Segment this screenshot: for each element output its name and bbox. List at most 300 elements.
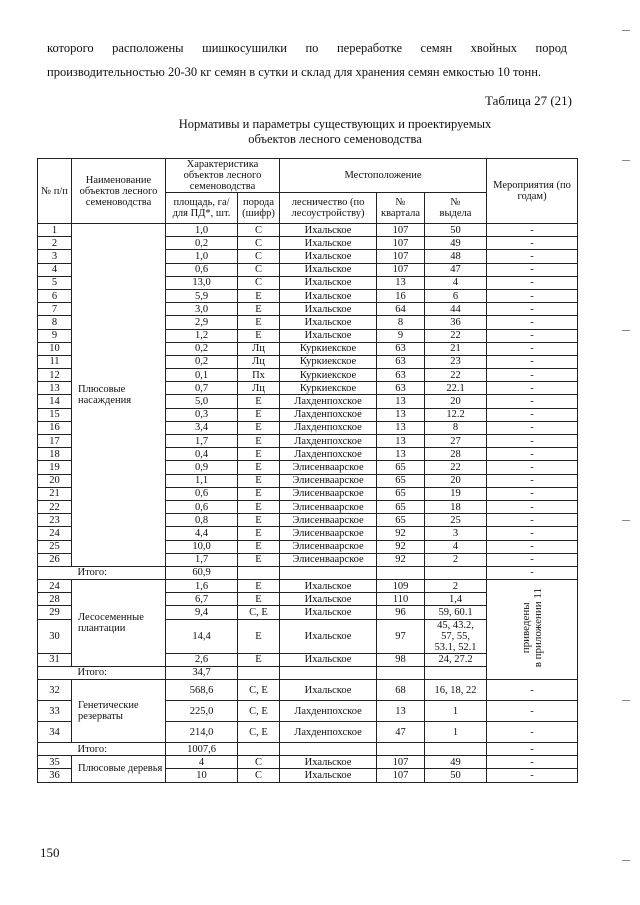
intro-word: по — [305, 41, 319, 55]
area-cell: 6,7 — [166, 593, 238, 606]
forestry-cell: Элисенваарское — [280, 540, 377, 553]
row-number: 33 — [38, 701, 72, 722]
area-cell: 1,0 — [166, 250, 238, 263]
measure-cell: - — [487, 540, 578, 553]
header-measures: Мероприятия (по годам) — [487, 159, 578, 224]
measure-cell: - — [487, 769, 578, 782]
row-number: 24 — [38, 580, 72, 593]
quarter-cell: 65 — [377, 514, 425, 527]
forestry-cell: Ихальское — [280, 316, 377, 329]
quarter-cell: 107 — [377, 237, 425, 250]
table-number: Таблица 27 (21) — [484, 93, 572, 108]
forestry-cell: Ихальское — [280, 769, 377, 782]
quarter-cell: 13 — [377, 421, 425, 434]
measure-cell: - — [487, 527, 578, 540]
quarter-cell: 109 — [377, 580, 425, 593]
plot-line: 57, 55, — [441, 630, 470, 642]
forestry-cell: Элисенваарское — [280, 487, 377, 500]
row-number: 14 — [38, 395, 72, 408]
forestry-cell: Куркиекское — [280, 369, 377, 382]
measure-cell: - — [487, 250, 578, 263]
plot-cell: 49 — [425, 756, 487, 769]
breed-cell: Е — [238, 553, 280, 566]
table-row — [38, 680, 578, 701]
scan-edge-mark — [622, 330, 630, 331]
header-quarter-no: № — [395, 197, 406, 208]
forestry-cell: Лахденпохское — [280, 722, 377, 743]
plot-cell: 2 — [425, 553, 487, 566]
measure-cell: - — [487, 514, 578, 527]
measure-cell: - — [487, 408, 578, 421]
quarter-cell: 107 — [377, 263, 425, 276]
plot-cell: 27 — [425, 435, 487, 448]
quarter-cell: 110 — [377, 593, 425, 606]
intro-word: переработке — [336, 41, 403, 55]
area-cell: 0,2 — [166, 355, 238, 368]
breed-cell: Лц — [238, 355, 280, 368]
plot-cell: 22 — [425, 329, 487, 342]
total-row — [38, 743, 578, 756]
area-cell: 2,9 — [166, 316, 238, 329]
row-number: 31 — [38, 653, 72, 666]
measure-cell: - — [487, 289, 578, 302]
forestry-cell: Ихальское — [280, 756, 377, 769]
forestry-cell: Куркиекское — [280, 355, 377, 368]
scan-edge-mark — [622, 30, 630, 31]
area-cell: 4 — [166, 756, 238, 769]
plot-cell: 1 — [425, 701, 487, 722]
forestry-cell: Ихальское — [280, 606, 377, 619]
measure-cell: - — [487, 421, 578, 434]
quarter-cell: 107 — [377, 769, 425, 782]
measure-cell: - — [487, 342, 578, 355]
row-number: 22 — [38, 500, 72, 513]
breed-cell: Е — [238, 619, 280, 653]
measure-cell: - — [487, 355, 578, 368]
total-value: 34,7 — [166, 666, 238, 679]
empty-cell — [377, 566, 425, 579]
plot-cell: 59, 60.1 — [425, 606, 487, 619]
total-row — [38, 566, 578, 579]
plot-cell: 28 — [425, 448, 487, 461]
plot-cell: 22 — [425, 461, 487, 474]
row-number: 5 — [38, 276, 72, 289]
measure-cell: - — [487, 369, 578, 382]
plot-cell: 3 — [425, 527, 487, 540]
quarter-cell: 13 — [377, 395, 425, 408]
empty-cell — [238, 743, 280, 756]
row-number: 7 — [38, 303, 72, 316]
header-area: площадь, га/ для ПД*, шт. — [166, 193, 238, 224]
breed-cell: Е — [238, 593, 280, 606]
caption-line: объектов лесного семеноводства — [248, 132, 422, 146]
row-number: 23 — [38, 514, 72, 527]
area-cell: 1,2 — [166, 329, 238, 342]
breed-cell: С — [238, 769, 280, 782]
row-number: 28 — [38, 593, 72, 606]
group-name: Генетические резерваты — [72, 680, 166, 743]
measure-cell: - — [487, 276, 578, 289]
breed-cell: Е — [238, 329, 280, 342]
plot-cell: 20 — [425, 395, 487, 408]
measure-note-line: приведены — [520, 602, 533, 654]
area-cell: 5,9 — [166, 289, 238, 302]
intro-word: семян — [420, 41, 453, 55]
plot-cell: 44 — [425, 303, 487, 316]
row-number: 12 — [38, 369, 72, 382]
row-number: 8 — [38, 316, 72, 329]
quarter-cell: 13 — [377, 408, 425, 421]
row-number: 6 — [38, 289, 72, 302]
row-number: 29 — [38, 606, 72, 619]
intro-word: шишкосушилки — [202, 41, 287, 55]
area-cell: 10 — [166, 769, 238, 782]
forestry-cell: Элисенваарское — [280, 474, 377, 487]
quarter-cell: 65 — [377, 500, 425, 513]
area-cell: 0,2 — [166, 237, 238, 250]
breed-cell: Е — [238, 487, 280, 500]
breed-cell: Лц — [238, 342, 280, 355]
measure-note-line: в приложении 11 — [532, 588, 545, 668]
table-row — [38, 580, 578, 593]
plot-cell: 19 — [425, 487, 487, 500]
row-number: 15 — [38, 408, 72, 421]
row-number — [38, 566, 72, 579]
row-number: 24 — [38, 527, 72, 540]
breed-cell: Е — [238, 395, 280, 408]
page-number: 150 — [40, 845, 60, 860]
plot-cell: 23 — [425, 355, 487, 368]
measure-cell: - — [487, 553, 578, 566]
quarter-cell: 92 — [377, 553, 425, 566]
area-cell: 214,0 — [166, 722, 238, 743]
breed-cell: Пх — [238, 369, 280, 382]
empty-cell — [280, 666, 377, 679]
quarter-cell: 47 — [377, 722, 425, 743]
group-name: Плюсовые насаждения — [72, 224, 166, 567]
total-value: 60,9 — [166, 566, 238, 579]
area-cell: 1,7 — [166, 553, 238, 566]
plot-cell: 6 — [425, 289, 487, 302]
row-number: 16 — [38, 421, 72, 434]
row-number — [38, 743, 72, 756]
breed-cell: Е — [238, 289, 280, 302]
empty-cell — [280, 566, 377, 579]
measure-cell: - — [487, 474, 578, 487]
header-characteristics: Характеристика объектов лесного семеноводства — [166, 159, 280, 193]
intro-line-2: производительностью 20-30 кг семян в сутки и склад для хранения семян емкостью 10 тонн. — [47, 65, 542, 79]
breed-cell: С — [238, 756, 280, 769]
header-plot-no: № — [450, 197, 461, 208]
plot-line: 45, 43.2, — [437, 619, 474, 631]
area-cell: 1,0 — [166, 224, 238, 237]
empty-cell — [425, 743, 487, 756]
area-cell: 0,3 — [166, 408, 238, 421]
measure-cell: - — [487, 329, 578, 342]
plot-cell: 8 — [425, 421, 487, 434]
forestry-cell: Ихальское — [280, 224, 377, 237]
area-cell: 225,0 — [166, 701, 238, 722]
area-cell: 2,6 — [166, 653, 238, 666]
row-number: 20 — [38, 474, 72, 487]
breed-cell: Е — [238, 461, 280, 474]
breed-cell: Е — [238, 527, 280, 540]
quarter-cell: 92 — [377, 540, 425, 553]
forestry-cell: Лахденпохское — [280, 395, 377, 408]
header-plot — [425, 193, 487, 224]
area-cell: 0,6 — [166, 500, 238, 513]
group-name: Лесосеменные плантации — [72, 580, 166, 667]
measure-cell: - — [487, 448, 578, 461]
breed-cell: Лц — [238, 382, 280, 395]
row-number: 18 — [38, 448, 72, 461]
area-cell: 1,7 — [166, 435, 238, 448]
quarter-cell: 97 — [377, 619, 425, 653]
header-location: Местоположение — [280, 159, 487, 193]
area-cell: 0,6 — [166, 487, 238, 500]
row-number: 26 — [38, 553, 72, 566]
area-cell: 0,4 — [166, 448, 238, 461]
forestry-cell: Куркиекское — [280, 382, 377, 395]
breed-cell: Е — [238, 421, 280, 434]
plot-cell: 18 — [425, 500, 487, 513]
quarter-cell: 8 — [377, 316, 425, 329]
area-cell: 3,4 — [166, 421, 238, 434]
breed-cell: Е — [238, 653, 280, 666]
table-row — [38, 224, 578, 237]
row-number: 25 — [38, 540, 72, 553]
quarter-cell: 63 — [377, 382, 425, 395]
quarter-cell: 65 — [377, 461, 425, 474]
plot-cell: 25 — [425, 514, 487, 527]
plot-cell: 47 — [425, 263, 487, 276]
forestry-cell: Ихальское — [280, 619, 377, 653]
area-cell: 0,7 — [166, 382, 238, 395]
breed-cell: С — [238, 237, 280, 250]
breed-cell: Е — [238, 514, 280, 527]
row-number: 13 — [38, 382, 72, 395]
row-number: 1 — [38, 224, 72, 237]
quarter-cell: 63 — [377, 342, 425, 355]
row-number: 3 — [38, 250, 72, 263]
plot-cell: 22 — [425, 369, 487, 382]
forestry-cell: Ихальское — [280, 237, 377, 250]
empty-cell — [425, 666, 487, 679]
forestry-cell: Лахденпохское — [280, 701, 377, 722]
measure-cell: - — [487, 461, 578, 474]
measure-cell: - — [487, 435, 578, 448]
plot-cell — [425, 619, 487, 653]
forestry-cell: Лахденпохское — [280, 421, 377, 434]
plot-cell: 1,4 — [425, 593, 487, 606]
quarter-cell: 96 — [377, 606, 425, 619]
plot-line: 53.1, 52.1 — [434, 641, 477, 653]
quarter-cell: 9 — [377, 329, 425, 342]
quarter-cell: 13 — [377, 276, 425, 289]
measure-note — [487, 580, 578, 680]
plot-cell: 12.2 — [425, 408, 487, 421]
measure-cell: - — [487, 500, 578, 513]
header-quarter — [377, 193, 425, 224]
plot-cell: 22.1 — [425, 382, 487, 395]
table-caption — [140, 117, 530, 147]
header-plot-label: выдела — [439, 208, 472, 219]
quarter-cell: 68 — [377, 680, 425, 701]
breed-cell: С — [238, 263, 280, 276]
area-cell: 9,4 — [166, 606, 238, 619]
row-number: 11 — [38, 355, 72, 368]
forestry-cell: Ихальское — [280, 289, 377, 302]
breed-cell: С — [238, 224, 280, 237]
forestry-cell: Лахденпохское — [280, 435, 377, 448]
quarter-cell: 13 — [377, 448, 425, 461]
breed-cell: Е — [238, 580, 280, 593]
plot-cell: 16, 18, 22 — [425, 680, 487, 701]
row-number: 35 — [38, 756, 72, 769]
forestry-cell: Ихальское — [280, 580, 377, 593]
area-cell: 5,0 — [166, 395, 238, 408]
measure-cell: - — [487, 743, 578, 756]
row-number: 4 — [38, 263, 72, 276]
area-cell: 4,4 — [166, 527, 238, 540]
forestry-cell: Ихальское — [280, 329, 377, 342]
forestry-cell: Ихальское — [280, 593, 377, 606]
area-cell: 13,0 — [166, 276, 238, 289]
row-number: 9 — [38, 329, 72, 342]
quarter-cell: 65 — [377, 474, 425, 487]
plot-cell: 20 — [425, 474, 487, 487]
row-number: 32 — [38, 680, 72, 701]
forestry-cell: Ихальское — [280, 680, 377, 701]
row-number: 10 — [38, 342, 72, 355]
row-number: 2 — [38, 237, 72, 250]
quarter-cell: 63 — [377, 369, 425, 382]
measure-cell: - — [487, 566, 578, 579]
intro-line-1 — [47, 38, 567, 58]
breed-cell: С, Е — [238, 680, 280, 701]
plot-cell: 36 — [425, 316, 487, 329]
row-number: 30 — [38, 619, 72, 653]
plot-cell: 2 — [425, 580, 487, 593]
breed-cell: Е — [238, 540, 280, 553]
breed-cell: Е — [238, 448, 280, 461]
area-cell: 0,6 — [166, 263, 238, 276]
intro-word: хвойных — [470, 41, 518, 55]
forestry-cell: Куркиекское — [280, 342, 377, 355]
empty-cell — [238, 566, 280, 579]
group-name: Плюсовые деревья — [72, 756, 166, 782]
intro-word: пород — [535, 41, 567, 55]
breed-cell: Е — [238, 474, 280, 487]
empty-cell — [425, 566, 487, 579]
area-cell: 1,1 — [166, 474, 238, 487]
measure-cell: - — [487, 382, 578, 395]
area-cell: 0,8 — [166, 514, 238, 527]
forestry-cell: Ихальское — [280, 303, 377, 316]
quarter-cell: 107 — [377, 224, 425, 237]
quarter-cell: 65 — [377, 487, 425, 500]
intro-word: которого — [47, 41, 94, 55]
plot-cell: 4 — [425, 276, 487, 289]
total-label: Итого: — [72, 666, 166, 679]
table-row — [38, 756, 578, 769]
table-body — [38, 224, 578, 783]
quarter-cell: 98 — [377, 653, 425, 666]
area-cell: 10,0 — [166, 540, 238, 553]
plot-cell: 49 — [425, 237, 487, 250]
total-label: Итого: — [72, 743, 166, 756]
forestry-cell: Лахденпохское — [280, 448, 377, 461]
quarter-cell: 16 — [377, 289, 425, 302]
seed-objects-table — [37, 158, 578, 783]
measure-cell: - — [487, 303, 578, 316]
caption-line: Нормативы и параметры существующих и проектируемых — [178, 117, 492, 131]
quarter-cell: 13 — [377, 701, 425, 722]
area-cell: 568,6 — [166, 680, 238, 701]
measure-cell: - — [487, 756, 578, 769]
intro-paragraph — [47, 38, 567, 82]
plot-cell: 21 — [425, 342, 487, 355]
scan-edge-mark — [622, 700, 630, 701]
forestry-cell: Ихальское — [280, 250, 377, 263]
row-number: 36 — [38, 769, 72, 782]
forestry-cell: Элисенваарское — [280, 553, 377, 566]
quarter-cell: 64 — [377, 303, 425, 316]
plot-cell: 50 — [425, 224, 487, 237]
header-forestry: лесничество (по лесоустройству) — [280, 193, 377, 224]
area-cell: 0,9 — [166, 461, 238, 474]
measure-cell: - — [487, 680, 578, 701]
header-breed: порода (шифр) — [238, 193, 280, 224]
breed-cell: Е — [238, 408, 280, 421]
measure-cell: - — [487, 487, 578, 500]
breed-cell: С, Е — [238, 722, 280, 743]
measure-cell: - — [487, 316, 578, 329]
forestry-cell: Ихальское — [280, 263, 377, 276]
row-number: 19 — [38, 461, 72, 474]
row-number: 21 — [38, 487, 72, 500]
forestry-cell: Ихальское — [280, 653, 377, 666]
breed-cell: Е — [238, 500, 280, 513]
total-label: Итого: — [72, 566, 166, 579]
plot-cell: 4 — [425, 540, 487, 553]
breed-cell: С — [238, 250, 280, 263]
breed-cell: Е — [238, 303, 280, 316]
area-cell: 0,1 — [166, 369, 238, 382]
empty-cell — [377, 666, 425, 679]
forestry-cell: Элисенваарское — [280, 500, 377, 513]
measure-cell: - — [487, 722, 578, 743]
row-number: 17 — [38, 435, 72, 448]
breed-cell: Е — [238, 316, 280, 329]
plot-cell: 24, 27.2 — [425, 653, 487, 666]
area-cell: 1,6 — [166, 580, 238, 593]
breed-cell: Е — [238, 435, 280, 448]
breed-cell: С — [238, 276, 280, 289]
empty-cell — [280, 743, 377, 756]
header-num: № п/п — [38, 159, 72, 224]
header-quarter-label: квартала — [380, 208, 421, 219]
quarter-cell: 13 — [377, 435, 425, 448]
forestry-cell: Элисенваарское — [280, 514, 377, 527]
quarter-cell: 92 — [377, 527, 425, 540]
scan-edge-mark — [622, 160, 630, 161]
scan-edge-mark — [622, 860, 630, 861]
forestry-cell: Элисенваарское — [280, 461, 377, 474]
forestry-cell: Элисенваарское — [280, 527, 377, 540]
measure-cell: - — [487, 263, 578, 276]
measure-note-text — [520, 588, 544, 667]
